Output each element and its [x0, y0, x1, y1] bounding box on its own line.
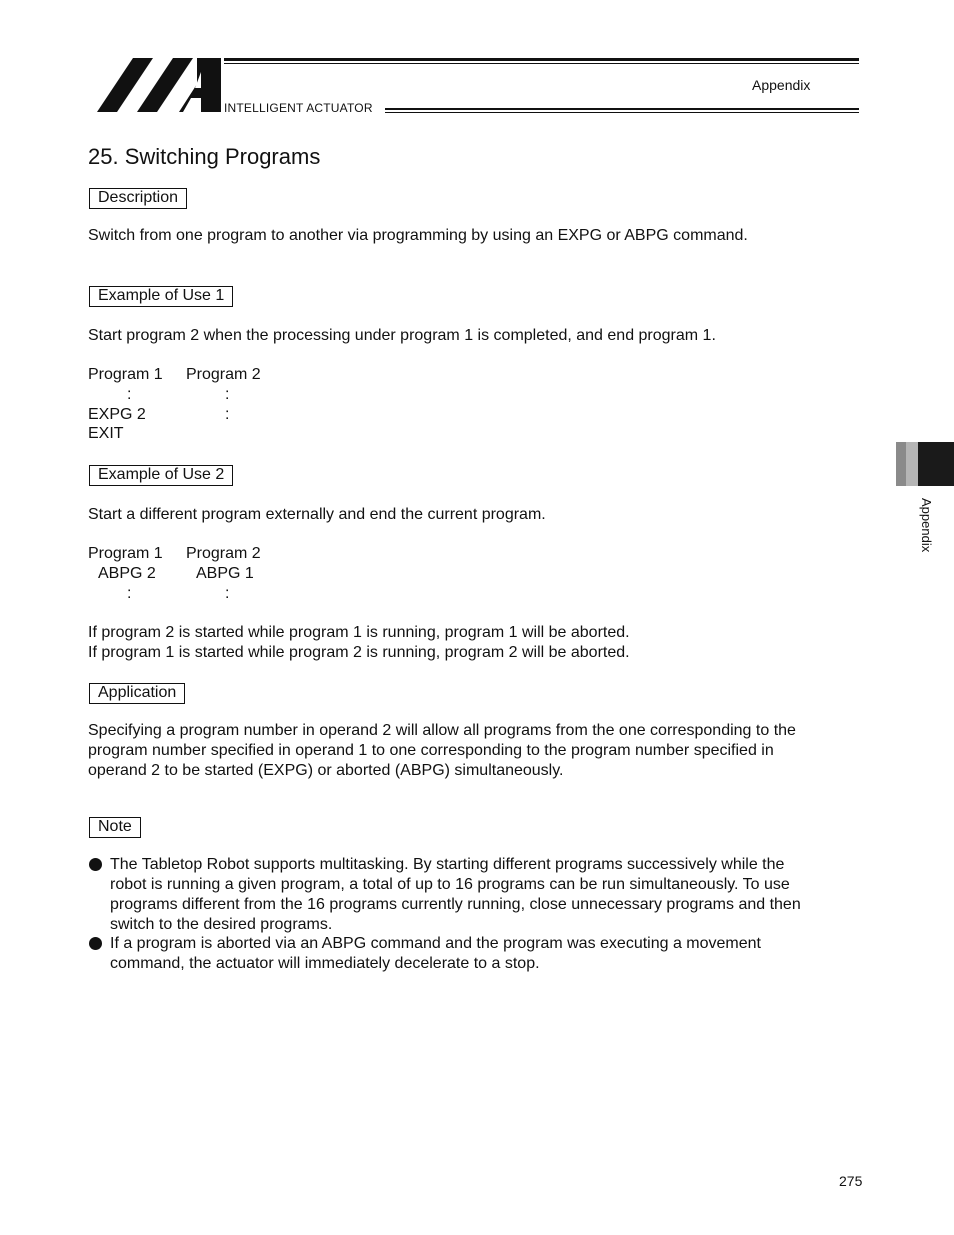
example1-text: Start program 2 when the processing under program 1 is completed, and end program 1. — [88, 327, 716, 344]
bullet-icon — [89, 858, 102, 871]
description-text: Switch from one program to another via programming by using an EXPG or ABPG command. — [88, 227, 748, 244]
example1-program1-line: : — [127, 386, 132, 403]
page-title: 25. Switching Programs — [88, 144, 321, 169]
bullet-icon — [89, 937, 102, 950]
side-tab-stripe — [896, 442, 906, 486]
application-line: Specifying a program number in operand 2 will allow all programs from the one corresponding to the — [88, 722, 796, 739]
header-top-rule — [224, 58, 859, 61]
brand-name: INTELLIGENT ACTUATOR — [224, 101, 373, 115]
example2-note-line: If program 2 is started while program 1 is running, program 1 will be aborted. — [88, 624, 630, 641]
side-tab-block — [918, 442, 954, 486]
note-bullet-line: command, the actuator will immediately decelerate to a stop. — [110, 955, 540, 972]
example1-program2-line: : — [225, 406, 230, 423]
example2-program1-header: Program 1 — [88, 545, 163, 562]
example1-program2-header: Program 2 — [186, 366, 261, 383]
description-heading: Description — [89, 188, 187, 209]
example2-note-line: If program 1 is started while program 2 is running, program 2 will be aborted. — [88, 644, 630, 661]
side-tab-stripe — [906, 442, 918, 486]
example2-program2-header: Program 2 — [186, 545, 261, 562]
header-bottom-rule — [385, 108, 859, 110]
example2-program1-line: ABPG 2 — [98, 565, 156, 582]
note-bullet-line: programs different from the 16 programs currently running, close unnecessary programs and then — [110, 896, 801, 913]
note-bullet-line: robot is running a given program, a total of up to 16 programs can be run simultaneously. To use — [110, 876, 790, 893]
note-heading: Note — [89, 817, 141, 838]
note-bullet-line: The Tabletop Robot supports multitasking. By starting different programs successively while the — [110, 856, 785, 873]
iai-logo — [97, 58, 221, 112]
example2-program2-line: : — [225, 585, 230, 602]
header-top-rule-thin — [224, 63, 859, 64]
example1-program1-line: EXIT — [88, 425, 124, 442]
note-bullet-line: If a program is aborted via an ABPG command and the program was executing a movement — [110, 935, 761, 952]
example1-program1-header: Program 1 — [88, 366, 163, 383]
application-line: operand 2 to be started (EXPG) or aborted (ABPG) simultaneously. — [88, 762, 564, 779]
application-heading: Application — [89, 683, 185, 704]
header-section-label: Appendix — [752, 77, 811, 93]
note-bullet-line: switch to the desired programs. — [110, 916, 333, 933]
example1-program2-line: : — [225, 386, 230, 403]
page-number: 275 — [839, 1173, 863, 1189]
example2-program2-line: ABPG 1 — [196, 565, 254, 582]
example1-heading: Example of Use 1 — [89, 286, 233, 307]
example2-program1-line: : — [127, 585, 132, 602]
example2-heading: Example of Use 2 — [89, 465, 233, 486]
header-bottom-rule-thin — [385, 112, 859, 113]
example2-text: Start a different program externally and end the current program. — [88, 506, 546, 523]
application-line: program number specified in operand 1 to one corresponding to the program number specified in — [88, 742, 774, 759]
side-tab-label: Appendix — [919, 498, 934, 553]
example1-program1-line: EXPG 2 — [88, 406, 146, 423]
